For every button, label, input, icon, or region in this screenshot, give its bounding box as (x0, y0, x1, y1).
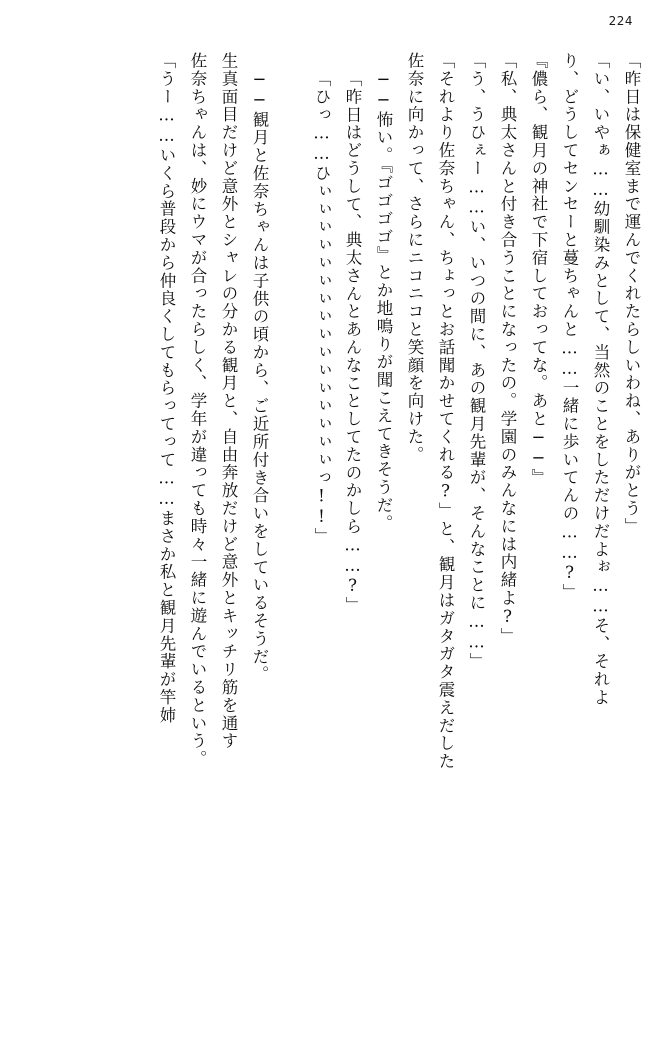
text-line: 「ひっ……ひぃぃぃぃぃぃぃぃぃぃぃぃぃぃぃぃっ!!」 (312, 70, 331, 546)
text-line: 「う、うひぇー……い、いつの間に、あの観月先輩が、そんなことに……」 (467, 52, 486, 671)
text-line (267, 52, 298, 1022)
text-line: 佐奈に向かって、さらにニコニコと笑顔を向けた。 (405, 52, 424, 464)
text-line: ──怖い。『ゴゴゴゴ』とか地鳴りが聞こえてきそうだ。 (374, 70, 393, 533)
text-line: 「私、典太さんと付き合うことになったの。学園のみんなには内緒よ?」 (498, 52, 517, 646)
text-line: 「昨日は保健室まで運んでくれたらしいわね、ありがとう」 (622, 52, 641, 536)
text-line: 「うー……いくら普段から仲良くしてもらってって……まさか私と観月先輩が竿姉 (157, 52, 176, 725)
text-line: 生真面目だけど意外とシャレの分かる観月と、自由奔放だけど意外とキッチリ筋を通す (219, 52, 238, 751)
text-line: り、どうしてセンセーと蔓ちゃんと……一緒に歩いてんの……?」 (560, 52, 579, 602)
text-line: 「それより佐奈ちゃん、ちょっとお話聞かせてくれる?」と、観月はガタガタ震えだした (436, 52, 455, 771)
text-line: 「昨日はどうして、典太さんとあんなことしてたのかしら……?」 (343, 70, 362, 615)
body-text-columns (22, 52, 639, 1022)
page-number: 224 (608, 14, 633, 28)
text-line: ──観月と佐奈ちゃんは子供の頃から、ご近所付き合いをしているそうだ。 (250, 70, 269, 684)
text-line: 「い、いやぁ……幼馴染みとして、当然のことをしただけだよぉ……そ、それよ (591, 52, 610, 707)
text-line: 佐奈ちゃんは、妙にウマが合ったらしく、学年が違っても時々一緒に遊んでいるという。 (188, 52, 207, 768)
text-line: 『儂ら、観月の神社で下宿しておってな。あと──』 (529, 52, 548, 487)
